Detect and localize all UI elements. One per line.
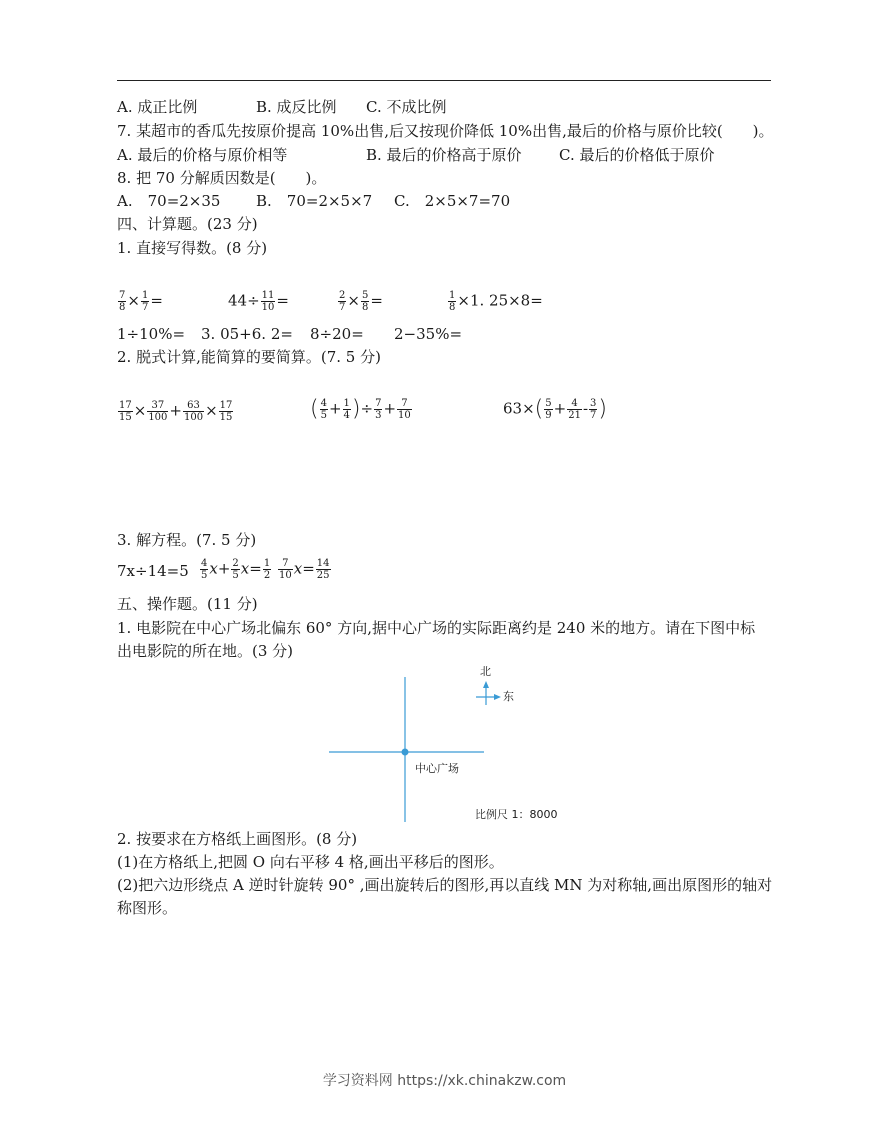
fraction: $\frac{7}{10}$ [279,558,292,581]
fraction: $\frac{1}{4}$ [343,398,350,421]
fraction: $\frac{14}{25}$ [316,558,330,581]
fraction: $\frac{4}{5}$ [201,558,208,581]
q7-text: 7. 某超市的香瓜先按原价提高 10%出售,后又按现价降低 10%出售,最后的价格与原价比较( )。 [117,122,774,140]
north-label: 北 [480,665,491,678]
fraction: $\frac{4}{21}$ [568,398,581,421]
fraction: $\frac{7}{10}$ [398,398,411,421]
section5-q1-line2: 出电影院的所在地。(3 分) [117,642,294,660]
section4-sub3: 3. 解方程。(7. 5 分) [117,531,257,549]
fraction: $\frac{2}{7}$ [339,290,346,313]
fraction: $\frac{37}{100}$ [148,400,168,423]
step-calc-3: 63×( $\frac{5}{9}$ + $\frac{4}{21}$ - $\frac{3}{7}$ ) [503,396,607,422]
fraction: $\frac{5}{9}$ [545,398,552,421]
section5-q2: 2. 按要求在方格纸上画图形。(8 分) [117,830,358,848]
direction-figure [320,660,580,825]
fraction: $\frac{3}{7}$ [590,398,597,421]
center-label: 中心广场 [415,762,459,775]
equation-2: $\frac{4}{5}$ x+ $\frac{2}{5}$ x= $\frac{1}{2}$ $\frac{7}{10}$ x= $\frac{14}{25}$ [201,558,330,581]
oral-calc-2: 44÷ $\frac{11}{10}$ = [228,290,289,313]
oral-calc-5: 1÷10%= [117,325,186,343]
q7-option-c: C. 最后的价格低于原价 [559,146,715,164]
fraction: $\frac{7}{8}$ [119,290,126,313]
equation-1: 7x÷14=5 [117,562,189,580]
q8-option-c: C. 2×5×7=70 [394,192,511,210]
oral-calc-4: $\frac{1}{8}$ ×1. 25×8= [449,290,543,313]
fraction: $\frac{1}{8}$ [449,290,456,313]
step-calc-2: ( $\frac{4}{5}$ + $\frac{1}{4}$ )÷ $\frac{7}{3}$ + $\frac{7}{10}$ [310,396,411,422]
oral-calc-3: $\frac{2}{7}$ × $\frac{5}{8}$ = [339,290,383,313]
oral-calc-6: 3. 05+6. 2= [201,325,293,343]
fraction: $\frac{1}{7}$ [141,290,149,313]
q8-text: 8. 把 70 分解质因数是( )。 [117,169,327,187]
fraction: $\frac{17}{15}$ [219,400,233,423]
section5-q2-2-line2: 称图形。 [117,899,178,917]
section4-sub1: 1. 直接写得数。(8 分) [117,239,268,257]
section4-title: 四、计算题。(23 分) [117,215,258,233]
section5-q1-line1: 1. 电影院在中心广场北偏东 60° 方向,据中心广场的实际距离约是 240 米的地方。请在下图中标 [117,619,756,637]
top-rule [117,80,771,81]
fraction: $\frac{4}{5}$ [320,398,327,421]
fraction: $\frac{5}{8}$ [361,290,369,313]
q7-option-a: A. 最后的价格与原价相等 [117,146,288,164]
footer-watermark: 学习资料网 https://xk.chinakzw.com [322,1073,567,1089]
q6-option-c: C. 不成比例 [366,98,447,116]
oral-calc-7: 8÷20= [310,325,364,343]
oral-calc-1: $\frac{7}{8}$ × $\frac{1}{7}$ = [119,290,163,313]
q8-option-a: A. 70=2×35 [117,192,221,210]
section5-q2-1: (1)在方格纸上,把圆 O 向右平移 4 格,画出平移后的图形。 [117,853,504,871]
step-calc-1: $\frac{17}{15}$ × $\frac{37}{100}$ + $\frac{63}{100}$ × $\frac{17}{15}$ [119,400,233,423]
fraction: $\frac{11}{10}$ [261,290,275,313]
q8-option-b: B. 70=2×5×7 [256,192,373,210]
scale-label: 比例尺 1：8000 [475,808,558,821]
east-label: 东 [503,690,514,703]
oral-calc-8: 2−35%= [394,325,463,343]
fraction: $\frac{7}{3}$ [375,398,382,421]
fraction: $\frac{1}{2}$ [263,558,271,581]
section4-sub2: 2. 脱式计算,能简算的要简算。(7. 5 分) [117,348,381,366]
fraction: $\frac{63}{100}$ [183,400,204,423]
q7-option-b: B. 最后的价格高于原价 [366,146,522,164]
q6-option-b: B. 成反比例 [256,98,337,116]
section5-title: 五、操作题。(11 分) [117,595,258,613]
section5-q2-2-line1: (2)把六边形绕点 A 逆时针旋转 90° ,画出旋转后的图形,再以直线 MN 为对称轴,画出原图形的轴对 [117,876,773,894]
center-point [402,749,409,756]
compass-icon [476,681,501,705]
fraction: $\frac{2}{5}$ [232,558,239,581]
q6-option-a: A. 成正比例 [117,98,198,116]
fraction: $\frac{17}{15}$ [119,400,132,423]
